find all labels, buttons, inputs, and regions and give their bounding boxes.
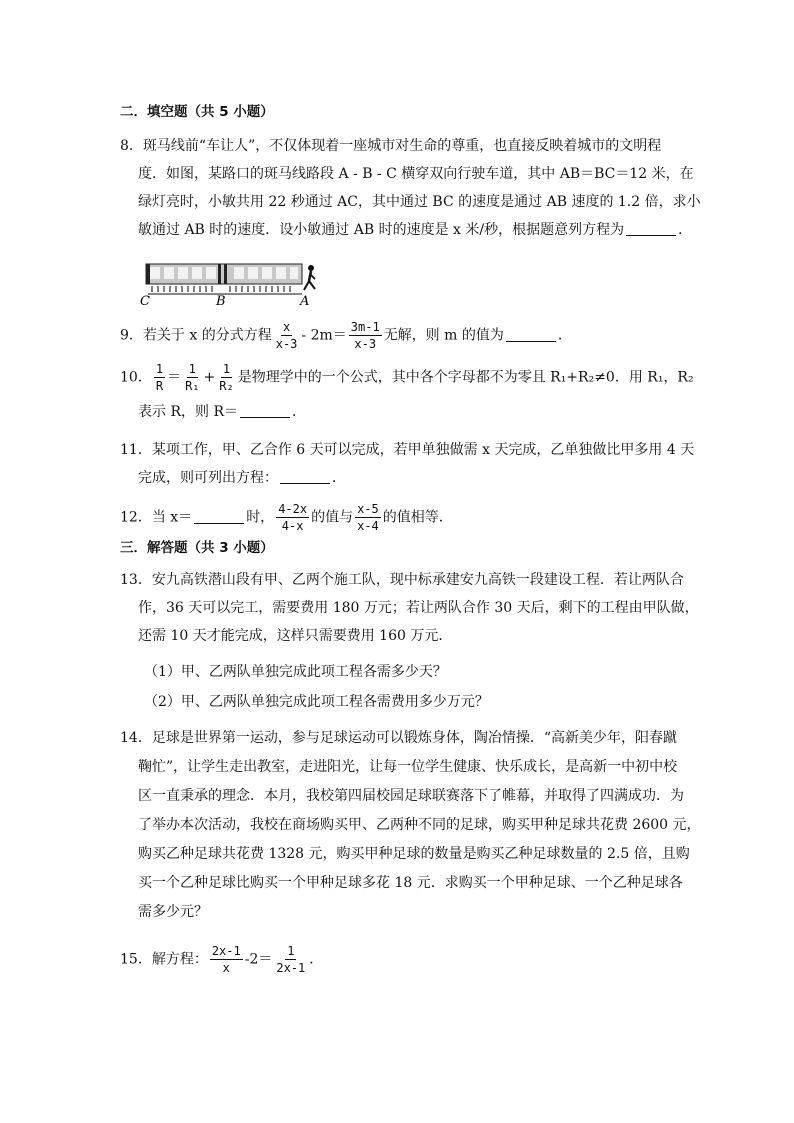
question-text: 绿灯亮时，小敏共用 22 秒通过 AC，其中通过 BC 的速度是通过 AB 速度的 1.2 倍，求小 (138, 194, 701, 210)
fraction: $\frac{x-5}{x-4}$ (357, 502, 379, 533)
fraction: $\frac{1}{\text{R₁}}$ (185, 362, 200, 393)
fraction: $\frac{1}{2x-1}$ (276, 944, 306, 975)
point-label-b: B (216, 294, 226, 308)
question-number: 11． (120, 442, 152, 458)
question-number: 9． (120, 327, 143, 344)
question-text: 区一直秉承的理念．本月，我校第四届校园足球联赛落下了帷幕，并取得了四满成功．为 (138, 788, 684, 804)
sub-question: （1）甲、乙两队单独完成此项工程各需多少天？ (144, 664, 447, 680)
question-12: 12．当 x＝ 时， $\frac{4-2x}{4-x}$ 的值与 $\frac{x-5}{x-4}$ 的值相等． (120, 502, 453, 533)
fraction: $\frac{3m-1}{x-3}$ (350, 320, 380, 351)
answer-blank[interactable] (626, 221, 676, 236)
question-text: 购买乙种足球共花费 1328 元，购买甲种足球的数量是购买乙种足球数量的 2.5 倍，且购 (138, 846, 690, 862)
question-text: 安九高铁潜山段有甲、乙两个施工队，现中标承建安九高铁一段建设工程．若让两队合 (151, 572, 684, 588)
fraction: $\frac{1}{R}$ (155, 362, 164, 393)
question-text: 作，36 天可以完工，需要费用 180 万元；若让两队合作 30 天后，剩下的工程由甲队做， (138, 600, 699, 616)
question-9: 9．若关于 x 的分式方程 $\frac{x}{x-3}$ - 2m＝ $\frac{3m-1}{x-3}$ 无解，则 m 的值为 ． (120, 320, 572, 351)
question-number: 15． (120, 951, 152, 968)
answer-blank[interactable] (280, 469, 330, 484)
point-label-a: A (300, 294, 310, 308)
sub-question: （2）甲、乙两队单独完成此项工程各需费用多少万元？ (144, 694, 489, 710)
fraction: $\frac{x}{x-3}$ (275, 320, 298, 351)
question-number: 13． (120, 572, 152, 588)
section-title: 三．解答题（共 3 小题） (120, 540, 274, 556)
question-text: 敏通过 AB 时的速度．设小敏通过 AB 时的速度是 x 米/秒，根据题意列方程为 (138, 222, 625, 238)
answer-blank[interactable] (194, 509, 244, 524)
question-10: 10． $\frac{1}{R}$ ＝ $\frac{1}{\text{R₁}}$ + $\frac{1}{\text{R₂}}$ 是物理学中的一个公式，其中各个字母都不为零且 R₁+R₂≠0．用 R₁，R₂ (120, 362, 694, 393)
question-text: 斑马线前“车让人”，不仅体现着一座城市对生命的尊重，也直接反映着城市的文明程 (142, 138, 662, 154)
answer-blank[interactable] (506, 327, 556, 342)
question-number: 12． (120, 509, 152, 526)
question-text: 了举办本次活动，我校在商场购买甲、乙两种不同的足球，购买甲种足球共花费 2600 元， (138, 817, 701, 833)
question-text: 鞠忙”，让学生走出教室，走进阳光，让每一位学生健康、快乐成长，是高新一中初中校 (138, 759, 678, 775)
question-text: 需多少元？ (138, 904, 208, 920)
question-number: 10． (120, 369, 152, 386)
fraction: $\frac{4-2x}{4-x}$ (278, 502, 308, 533)
question-text: 足球是世界第一运动，参与足球运动可以锻炼身体，陶冶情操．“高新美少年，阳春蹴 (151, 730, 677, 746)
fraction: $\frac{1}{\text{R₂}}$ (219, 362, 234, 393)
question-text: 完成，则可列出方程： (138, 470, 278, 486)
question-11 (120, 440, 694, 460)
question-text: 度．如图，某路口的斑马线路段 A - B - C 横穿双向行驶车道，其中 AB＝BC＝12 米，在 (138, 166, 694, 182)
exam-page: 二．填空题（共 5 小题） 8．斑马线前“车让人”，不仅体现着一座城市对生命的尊重，也直接反映着城市的文明程 度．如图，某路口的斑马线路段 A - B - C 横穿双向行驶车道，其中 AB＝BC＝12 米，在 绿灯亮时，小敏共用 22 秒通过 AC，其中通过 BC 的速度是通过 AB 速度的 1.2 倍，求小 敏通过 AB 时的速度．设小敏通过 AB 时的速度是 x 米/秒，根据题意列方程为 ． C B A 9．若关于 x 的分式方程 $\frac{x}{x-3}$ - 2m＝ $\frac{3m-1}{x-3}$ 无解，则 m 的值为 ． 10． $\frac{1}{R}$ ＝ $\frac{1}{\text{R₁}}$ + $\frac{1}{\text{R₂}}$ 是物理学中的一个公式，其中各个字母都不为零且 R₁+R₂≠0．用 R₁，R₂ 表示 R，则 R＝ ． 11．某项工作，甲、乙合作 6 天可以完成，若甲单独做需 x 天完成，乙单独做比甲多用 4 天 完成，则可列出方程： ． 12．当 x＝ 时， $\frac{4-2x}{4-x}$ 的值与 $\frac{x-5}{x-4}$ 的值相等． 三．解答题（共 3 小题） 13．安九高铁潜山段有甲、乙两个施工队，现中标承建安九高铁一段建设工程．若让两队合 作，36 天可以完工，需要费用 180 万元；若让两队合作 30 天后，剩下的工程由甲队做， 还需 10 天才能完成，这样只需要费用 160 万元． （1）甲、乙两队单独完成此项工程各需多少天？ （2）甲、乙两队单独完成此项工程各需费用多少万元？ 14．足球是世界第一运动，参与足球运动可以锻炼身体，陶冶情操．“高新美少年，阳春蹴 鞠忙”，让学生走出教室，走进阳光，让每一位学生健康、快乐成长，是高新一中初中校 区一直秉承的理念．本月，我校第四届校园足球联赛落下了帷幕，并取得了四满成功．为 了举办本次活动，我校在商场购买甲、乙两种不同的足球，购买甲种足球共花费 2600 元， 购买乙种足球共花费 1328 元，购买甲种足球的数量是购买乙种足球数量的 2.5 倍，且购 买一个乙种足球比购买一个甲种足球多花 18 元．求购买一个甲种足球、一个乙种足球各 需多少元？ 15．解方程： $\frac{2x-1}{x}$ -2＝ $\frac{1}{2x-1}$ ． (120, 104, 701, 975)
question-text: 还需 10 天才能完成，这样只需要费用 160 万元． (138, 628, 453, 644)
fraction: $\frac{2x-1}{x}$ (211, 944, 241, 975)
section-title: 二．填空题（共 5 小题） (120, 104, 274, 120)
question-number: 8． (120, 138, 143, 154)
point-label-c: C (140, 294, 150, 308)
question-text: 某项工作，甲、乙合作 6 天可以完成，若甲单独做需 x 天完成，乙单独做比甲多用 4 天 (151, 442, 695, 458)
pedestrian-icon (304, 265, 315, 290)
answer-blank[interactable] (240, 403, 290, 418)
question-15: 15．解方程： $\frac{2x-1}{x}$ -2＝ $\frac{1}{2x-1}$ ． (120, 944, 324, 975)
question-text: 表示 R，则 R＝ (138, 404, 238, 420)
question-number: 14． (120, 730, 152, 746)
question-text: 买一个乙种足球比购买一个甲种足球多花 18 元．求购买一个甲种足球、一个乙种足球各 (138, 875, 683, 891)
crosswalk-diagram (140, 262, 330, 308)
